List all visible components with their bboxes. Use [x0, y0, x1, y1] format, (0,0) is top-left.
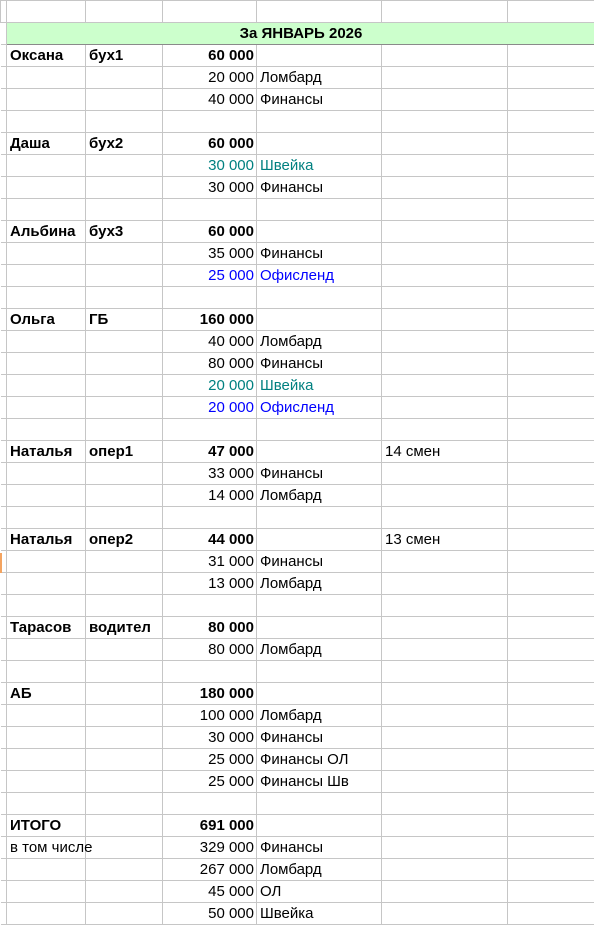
cell-d[interactable] — [257, 111, 382, 133]
cell-c[interactable] — [163, 595, 257, 617]
cell-b[interactable]: опер2 — [86, 529, 163, 551]
cell-d[interactable]: Финансы ОЛ — [257, 749, 382, 771]
table-row — [1, 155, 594, 177]
table-row — [1, 463, 594, 485]
cell-e[interactable] — [382, 639, 508, 661]
cell-d[interactable]: Финансы — [257, 727, 382, 749]
cell-empty[interactable] — [508, 221, 594, 243]
cell-d[interactable]: Финансы Шв — [257, 771, 382, 793]
cell-c[interactable]: 40 000 — [163, 331, 257, 353]
cell-c[interactable] — [163, 507, 257, 529]
table-row — [1, 573, 594, 595]
cell-empty[interactable] — [508, 837, 594, 859]
cell-empty[interactable] — [508, 903, 594, 925]
cell-d[interactable] — [257, 507, 382, 529]
cell-e[interactable] — [382, 617, 508, 639]
cell-d[interactable] — [257, 287, 382, 309]
cell-e[interactable] — [382, 903, 508, 925]
cell-e[interactable] — [382, 573, 508, 595]
cell-empty[interactable] — [508, 859, 594, 881]
cell-a[interactable]: АБ — [7, 683, 86, 705]
cell-e[interactable] — [382, 155, 508, 177]
table-row — [1, 221, 594, 243]
cell-e[interactable] — [382, 859, 508, 881]
cell-a[interactable] — [7, 903, 86, 925]
cell-d[interactable] — [257, 529, 382, 551]
table-row — [1, 771, 594, 793]
cell-a[interactable] — [7, 199, 86, 221]
cell-empty[interactable] — [508, 595, 594, 617]
cell-e[interactable] — [382, 67, 508, 89]
table-row — [1, 727, 594, 749]
table-row — [1, 749, 594, 771]
cell-b[interactable] — [86, 793, 163, 815]
cell-a[interactable] — [7, 265, 86, 287]
cell-empty[interactable] — [508, 749, 594, 771]
cell-d[interactable]: Финансы — [257, 177, 382, 199]
cell-empty[interactable] — [508, 705, 594, 727]
cell-empty[interactable] — [508, 177, 594, 199]
cell-empty[interactable] — [508, 507, 594, 529]
cell-c[interactable]: 60 000 — [163, 133, 257, 155]
cell-c[interactable]: 30 000 — [163, 177, 257, 199]
cell-c[interactable]: 30 000 — [163, 727, 257, 749]
top-row — [1, 1, 594, 23]
cell-e[interactable] — [382, 45, 508, 67]
table-row — [1, 397, 594, 419]
cell-d[interactable]: Швейка — [257, 903, 382, 925]
cell-d[interactable]: Финансы — [257, 353, 382, 375]
cell-e[interactable] — [382, 749, 508, 771]
cell-c[interactable] — [163, 287, 257, 309]
cell-a[interactable] — [7, 243, 86, 265]
cell-b[interactable] — [86, 639, 163, 661]
cell-c[interactable]: 40 000 — [163, 89, 257, 111]
cell-e[interactable] — [382, 595, 508, 617]
cell-empty[interactable] — [508, 551, 594, 573]
cell-a[interactable]: Даша — [7, 133, 86, 155]
cell-e[interactable] — [382, 397, 508, 419]
cell-c[interactable]: 35 000 — [163, 243, 257, 265]
cell-b[interactable]: бух3 — [86, 221, 163, 243]
table-row — [1, 177, 594, 199]
cell-b[interactable]: ГБ — [86, 309, 163, 331]
cell-a[interactable] — [7, 419, 86, 441]
cell-d[interactable]: ОЛ — [257, 881, 382, 903]
cell-e[interactable] — [382, 89, 508, 111]
cell-e[interactable] — [382, 837, 508, 859]
cell-a[interactable] — [7, 881, 86, 903]
cell-e[interactable]: 14 смен — [382, 441, 508, 463]
table-row — [1, 287, 594, 309]
cell-e[interactable]: 13 смен — [382, 529, 508, 551]
cell-d[interactable]: Швейка — [257, 375, 382, 397]
cell-empty[interactable] — [508, 727, 594, 749]
cell-c[interactable]: 50 000 — [163, 903, 257, 925]
cell-e[interactable] — [382, 793, 508, 815]
cell-b[interactable]: водител — [86, 617, 163, 639]
cell-b[interactable] — [86, 287, 163, 309]
cell-e[interactable] — [382, 331, 508, 353]
cell-c[interactable]: 25 000 — [163, 265, 257, 287]
table-row — [1, 507, 594, 529]
cell-a[interactable] — [7, 793, 86, 815]
cell-d[interactable] — [257, 441, 382, 463]
cell-a[interactable]: Ольга — [7, 309, 86, 331]
cell-d[interactable] — [257, 133, 382, 155]
cell-b[interactable] — [86, 331, 163, 353]
cell-empty[interactable] — [508, 485, 594, 507]
cell-c[interactable]: 33 000 — [163, 463, 257, 485]
cell-c[interactable]: 100 000 — [163, 705, 257, 727]
cell-b[interactable] — [86, 573, 163, 595]
cell-empty[interactable] — [508, 265, 594, 287]
cell-a[interactable] — [7, 551, 86, 573]
cell-c[interactable]: 180 000 — [163, 683, 257, 705]
cell-a[interactable] — [7, 507, 86, 529]
cell-empty[interactable] — [508, 639, 594, 661]
table-row — [1, 859, 594, 881]
table-row — [1, 265, 594, 287]
table-row — [1, 133, 594, 155]
cell-e[interactable] — [382, 705, 508, 727]
cell-b[interactable] — [86, 749, 163, 771]
table-row — [1, 67, 594, 89]
cell-empty[interactable] — [508, 793, 594, 815]
cell-c[interactable] — [163, 793, 257, 815]
cell-b[interactable] — [86, 815, 163, 837]
cell-a[interactable] — [7, 639, 86, 661]
cell-e[interactable] — [382, 661, 508, 683]
cell-d[interactable]: Ломбард — [257, 485, 382, 507]
cell-d[interactable]: Ломбард — [257, 639, 382, 661]
table-row — [1, 683, 594, 705]
cell-c[interactable]: 14 000 — [163, 485, 257, 507]
cell-a[interactable] — [7, 859, 86, 881]
cell-d[interactable] — [257, 45, 382, 67]
cell-e[interactable] — [382, 221, 508, 243]
cell-b[interactable] — [86, 463, 163, 485]
cell-c[interactable] — [163, 419, 257, 441]
cell-b[interactable] — [86, 397, 163, 419]
table-row — [1, 485, 594, 507]
cell-b[interactable] — [86, 551, 163, 573]
cell-b[interactable] — [86, 507, 163, 529]
cell-b[interactable] — [86, 485, 163, 507]
table-row — [1, 881, 594, 903]
cell-e[interactable] — [382, 243, 508, 265]
cell-b[interactable]: опер1 — [86, 441, 163, 463]
cell-e[interactable] — [382, 463, 508, 485]
cell-b[interactable] — [86, 177, 163, 199]
table-row — [1, 89, 594, 111]
cell-d[interactable] — [257, 595, 382, 617]
cell-b[interactable] — [86, 837, 163, 859]
cell-empty[interactable] — [508, 309, 594, 331]
cell-e[interactable] — [382, 133, 508, 155]
cell-empty[interactable] — [508, 155, 594, 177]
cell-empty[interactable] — [508, 287, 594, 309]
table-row — [1, 243, 594, 265]
cell-c[interactable]: 30 000 — [163, 155, 257, 177]
cell-empty[interactable] — [508, 89, 594, 111]
cell-e[interactable] — [382, 419, 508, 441]
cell-b[interactable] — [86, 89, 163, 111]
cell-a[interactable]: Наталья — [7, 529, 86, 551]
cell-empty[interactable] — [508, 771, 594, 793]
cell-b[interactable]: бух2 — [86, 133, 163, 155]
table-row — [1, 45, 594, 67]
cell-b[interactable] — [86, 353, 163, 375]
cell-b[interactable] — [86, 419, 163, 441]
cell-b[interactable] — [86, 155, 163, 177]
cell-d[interactable]: Ломбард — [257, 705, 382, 727]
cell-a[interactable] — [7, 727, 86, 749]
cell-e[interactable] — [382, 375, 508, 397]
cell-b[interactable] — [86, 243, 163, 265]
cell-d[interactable] — [257, 419, 382, 441]
cell-a[interactable] — [7, 287, 86, 309]
cell-b[interactable] — [86, 661, 163, 683]
table-row — [1, 441, 594, 463]
cell-e[interactable] — [382, 881, 508, 903]
cell-c[interactable]: 20 000 — [163, 375, 257, 397]
cell-b[interactable] — [86, 859, 163, 881]
table-row — [1, 661, 594, 683]
cell-e[interactable] — [382, 353, 508, 375]
cell-a[interactable] — [7, 111, 86, 133]
cell-c[interactable]: 25 000 — [163, 771, 257, 793]
cell-d[interactable]: Ломбард — [257, 859, 382, 881]
cell-d[interactable]: Финансы — [257, 463, 382, 485]
header-title[interactable]: За ЯНВАРЬ 2026 — [7, 23, 594, 45]
cell-e[interactable] — [382, 199, 508, 221]
table-row — [1, 815, 594, 837]
cell-d[interactable] — [257, 309, 382, 331]
cell-b[interactable] — [86, 67, 163, 89]
cell-a[interactable]: в том числе — [7, 837, 86, 859]
cell-d[interactable]: Финансы — [257, 243, 382, 265]
cell-a[interactable] — [7, 749, 86, 771]
cell-c[interactable]: 44 000 — [163, 529, 257, 551]
table-row — [1, 837, 594, 859]
row-selection-marker — [0, 553, 2, 573]
cell-e[interactable] — [382, 727, 508, 749]
cell-empty[interactable] — [508, 661, 594, 683]
table-row — [1, 375, 594, 397]
cell-d[interactable] — [257, 683, 382, 705]
cell-a[interactable] — [7, 595, 86, 617]
cell-b[interactable] — [86, 595, 163, 617]
cell-d[interactable] — [257, 793, 382, 815]
table-row — [1, 595, 594, 617]
cell-d[interactable]: Офисленд — [257, 265, 382, 287]
table-row — [1, 331, 594, 353]
cell-a[interactable]: Оксана — [7, 45, 86, 67]
cell-d[interactable] — [257, 221, 382, 243]
cell-b[interactable] — [86, 199, 163, 221]
cell-d[interactable]: Ломбард — [257, 331, 382, 353]
cell-c[interactable]: 160 000 — [163, 309, 257, 331]
cell-d[interactable]: Ломбард — [257, 67, 382, 89]
cell-d[interactable]: Ломбард — [257, 573, 382, 595]
cell-d[interactable]: Финансы — [257, 837, 382, 859]
cell-b[interactable] — [86, 683, 163, 705]
cell-b[interactable]: бух1 — [86, 45, 163, 67]
table-row — [1, 705, 594, 727]
cell-e[interactable] — [382, 287, 508, 309]
cell-c[interactable]: 80 000 — [163, 617, 257, 639]
cell-a[interactable]: ИТОГО — [7, 815, 86, 837]
cell-a[interactable] — [7, 67, 86, 89]
table-row — [1, 353, 594, 375]
table-row — [1, 309, 594, 331]
table-row — [1, 551, 594, 573]
table-row — [1, 639, 594, 661]
cell-b[interactable] — [86, 903, 163, 925]
cell-empty[interactable] — [508, 353, 594, 375]
cell-e[interactable] — [382, 683, 508, 705]
cell-e[interactable] — [382, 815, 508, 837]
cell-a[interactable]: Тарасов — [7, 617, 86, 639]
cell-c[interactable] — [163, 661, 257, 683]
cell-e[interactable] — [382, 309, 508, 331]
cell-b[interactable] — [86, 111, 163, 133]
cell-e[interactable] — [382, 551, 508, 573]
cell-a[interactable] — [7, 353, 86, 375]
table-row — [1, 529, 594, 551]
cell-e[interactable] — [382, 485, 508, 507]
cell-b[interactable] — [86, 727, 163, 749]
table-row — [1, 617, 594, 639]
cell-c[interactable]: 47 000 — [163, 441, 257, 463]
cell-a[interactable] — [7, 177, 86, 199]
cell-empty[interactable] — [508, 441, 594, 463]
cell-a[interactable] — [7, 661, 86, 683]
cell-c[interactable]: 80 000 — [163, 353, 257, 375]
cell-a[interactable] — [7, 771, 86, 793]
cell-d[interactable] — [257, 199, 382, 221]
cell-empty[interactable] — [508, 683, 594, 705]
cell-c[interactable]: 329 000 — [163, 837, 257, 859]
cell-a[interactable] — [7, 331, 86, 353]
cell-c[interactable]: 80 000 — [163, 639, 257, 661]
cell-d[interactable]: Финансы — [257, 551, 382, 573]
cell-empty[interactable] — [508, 67, 594, 89]
cell-c[interactable]: 20 000 — [163, 67, 257, 89]
cell-c[interactable] — [163, 111, 257, 133]
cell-b[interactable] — [86, 265, 163, 287]
table-row — [1, 199, 594, 221]
cell-c[interactable]: 267 000 — [163, 859, 257, 881]
cell-a[interactable] — [7, 463, 86, 485]
cell-a[interactable]: Наталья — [7, 441, 86, 463]
table-row — [1, 793, 594, 815]
header-row — [1, 23, 594, 45]
cell-c[interactable]: 60 000 — [163, 45, 257, 67]
cell-empty[interactable] — [508, 331, 594, 353]
cell-e[interactable] — [382, 177, 508, 199]
cell-c[interactable] — [163, 199, 257, 221]
cell-empty[interactable] — [508, 133, 594, 155]
cell-a[interactable]: Альбина — [7, 221, 86, 243]
cell-c[interactable]: 691 000 — [163, 815, 257, 837]
table-row — [1, 419, 594, 441]
cell-a[interactable] — [7, 375, 86, 397]
cell-e[interactable] — [382, 111, 508, 133]
cell-empty[interactable] — [508, 419, 594, 441]
cell-empty[interactable] — [508, 199, 594, 221]
cell-empty[interactable] — [508, 573, 594, 595]
cell-d[interactable] — [257, 815, 382, 837]
cell-empty[interactable] — [508, 617, 594, 639]
cell-e[interactable] — [382, 507, 508, 529]
cell-e[interactable] — [382, 265, 508, 287]
cell-empty[interactable] — [508, 111, 594, 133]
cell-a[interactable] — [7, 705, 86, 727]
cell-empty[interactable] — [508, 881, 594, 903]
table-row — [1, 903, 594, 925]
cell-c[interactable]: 45 000 — [163, 881, 257, 903]
cell-a[interactable] — [7, 155, 86, 177]
cell-c[interactable]: 25 000 — [163, 749, 257, 771]
cell-empty[interactable] — [508, 397, 594, 419]
cell-b[interactable] — [86, 881, 163, 903]
cell-c[interactable]: 20 000 — [163, 397, 257, 419]
cell-c[interactable]: 60 000 — [163, 221, 257, 243]
cell-d[interactable]: Финансы — [257, 89, 382, 111]
cell-d[interactable] — [257, 617, 382, 639]
cell-empty[interactable] — [508, 375, 594, 397]
cell-c[interactable]: 31 000 — [163, 551, 257, 573]
cell-empty[interactable] — [508, 45, 594, 67]
cell-a[interactable] — [7, 397, 86, 419]
cell-a[interactable] — [7, 485, 86, 507]
cell-empty[interactable] — [508, 815, 594, 837]
cell-d[interactable] — [257, 661, 382, 683]
cell-b[interactable] — [86, 375, 163, 397]
cell-d[interactable]: Швейка — [257, 155, 382, 177]
cell-c[interactable]: 13 000 — [163, 573, 257, 595]
cell-d[interactable]: Офисленд — [257, 397, 382, 419]
table-row — [1, 111, 594, 133]
cell-b[interactable] — [86, 705, 163, 727]
cell-a[interactable] — [7, 89, 86, 111]
cell-empty[interactable] — [508, 243, 594, 265]
cell-empty[interactable] — [508, 529, 594, 551]
cell-b[interactable] — [86, 771, 163, 793]
cell-empty[interactable] — [508, 463, 594, 485]
cell-a[interactable] — [7, 573, 86, 595]
cell-e[interactable] — [382, 771, 508, 793]
